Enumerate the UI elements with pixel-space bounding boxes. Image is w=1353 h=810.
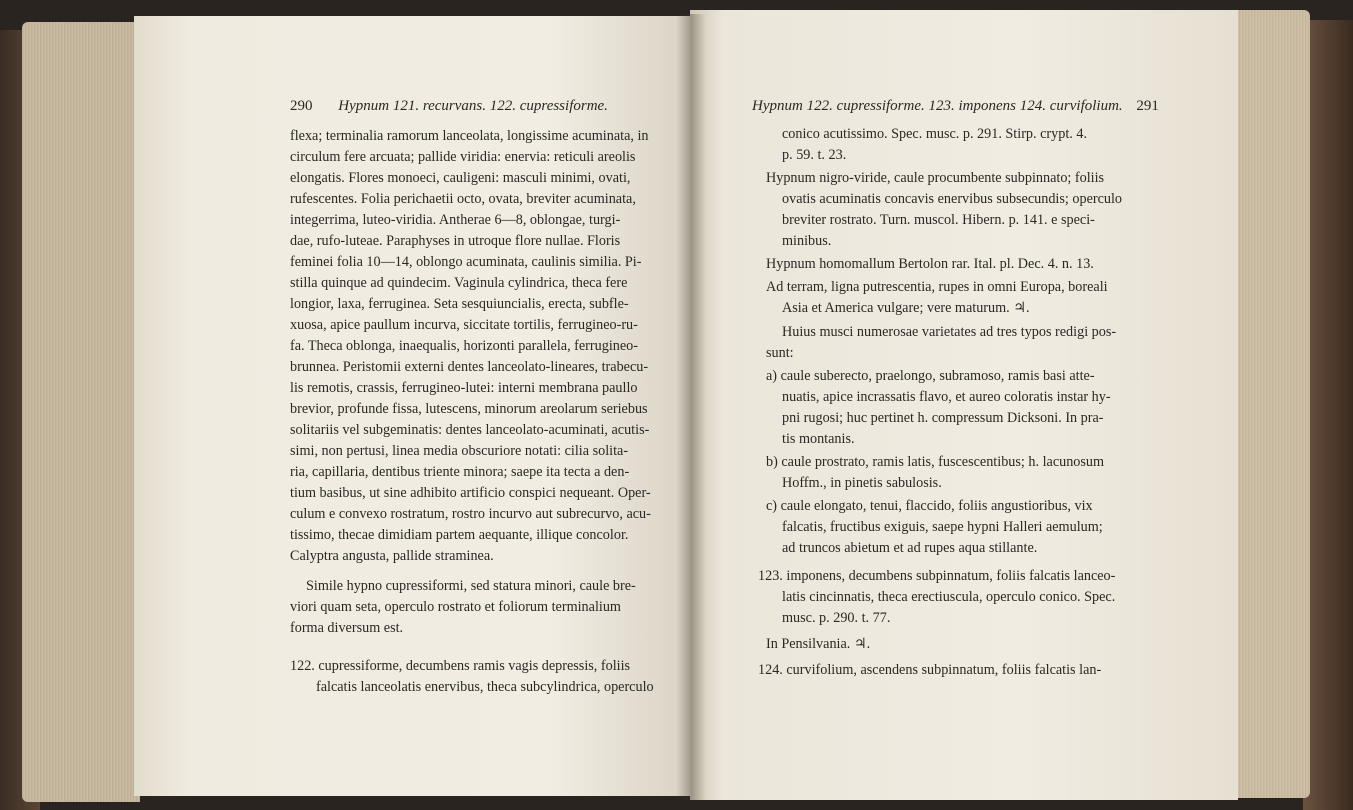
text-line: In Pensilvania. ♃.: [766, 636, 871, 652]
text-line: flexa; terminalia ramorum lanceolata, longissime acuminata, in: [290, 128, 649, 144]
book-gutter: [676, 14, 706, 800]
text-line: a) caule suberecto, praelongo, subramoso, ramis basi atte-: [766, 368, 1095, 384]
text-line: 123. imponens, decumbens subpinnatum, foliis falcatis lanceo-: [758, 568, 1116, 584]
text-line: brunnea. Peristomii externi dentes lanceolato-lineares, trabecu-: [290, 359, 649, 375]
text-line: ria, capillaria, dentibus triente minora; saepe ita tecta a den-: [290, 464, 630, 480]
text-line: Ad terram, ligna putrescentia, rupes in omni Europa, boreali: [766, 279, 1108, 295]
page-edges-right: [1230, 10, 1310, 798]
text-line: c) caule elongato, tenui, flaccido, foliis angustioribus, vix: [766, 498, 1093, 514]
text-line: fa. Theca oblonga, inaequalis, horizonti parallela, ferrugineo-: [290, 338, 638, 354]
text-line: musc. p. 290. t. 77.: [782, 610, 891, 626]
text-line: integerrima, luteo-viridia. Antherae 6—8, oblongae, turgi-: [290, 212, 621, 228]
text-line: latis cincinnatis, theca erectiuscula, operculo conico. Spec.: [782, 589, 1116, 605]
text-line: stilla quinque ad quindecim. Vaginula cylindrica, theca fere: [290, 275, 628, 291]
text-line: falcatis, fructibus exiguis, saepe hypni Halleri aemulum;: [782, 519, 1103, 535]
text-line: simi, non pertusi, linea media obscuriore notati: cilia solita-: [290, 443, 629, 459]
text-line: Huius musci numerosae varietates ad tres typos redigi pos-: [782, 324, 1117, 340]
text-line: lis remotis, crassis, ferrugineo-lutei: interni membrana paullo: [290, 380, 638, 396]
text-line: xuosa, apice paullum incurva, siccitate tortilis, ferrugineo-ru-: [290, 317, 638, 333]
text-line: pni rugosi; huc pertinet h. compressum Dicksoni. In pra-: [782, 410, 1104, 426]
text-line: viori quam seta, operculo rostrato et foliorum terminalium: [290, 599, 621, 615]
page-edges-left: [22, 22, 140, 802]
text-line: dae, rufo-luteae. Paraphyses in utroque flore nullae. Floris: [290, 233, 621, 249]
text-line: minibus.: [782, 233, 832, 249]
text-line: feminei folia 10—14, oblongo acuminata, caulinis similia. Pi-: [290, 254, 642, 270]
text-line: Hypnum homomallum Bertolon rar. Ital. pl. Dec. 4. n. 13.: [766, 256, 1094, 272]
text-line: b) caule prostrato, ramis latis, fuscescentibus; h. lacunosum: [766, 454, 1105, 470]
text-line: tissimo, thecae dimidiam partem aequante, illique concolor.: [290, 527, 629, 543]
text-line: sunt:: [766, 345, 794, 361]
text-line: falcatis lanceolatis enervibus, theca subcylindrica, operculo: [316, 679, 654, 695]
text-line: Calyptra angusta, pallide straminea.: [290, 548, 494, 564]
text-line: Hoffm., in pinetis sabulosis.: [782, 475, 942, 491]
text-line: elongatis. Flores monoeci, cauligeni: masculi minimi, ovati,: [290, 170, 631, 186]
text-line: longior, laxa, ferruginea. Seta sesquiuncialis, erecta, subfle-: [290, 296, 629, 312]
text-line: brevior, profunde fissa, lutescens, minorum areolarum seriebus: [290, 401, 648, 417]
text-line: tis montanis.: [782, 431, 855, 447]
text-line: Asia et America vulgare; vere maturum. ♃.: [782, 300, 1030, 316]
text-line: solitariis vel subgeminatis: dentes lanceolato-acuminati, acutis-: [290, 422, 650, 438]
text-line: ad truncos abietum et ad rupes aqua stillante.: [782, 540, 1038, 556]
right-page-number: 291: [1136, 98, 1159, 114]
text-line: 124. curvifolium, ascendens subpinnatum, foliis falcatis lan-: [758, 662, 1102, 678]
right-running-title: Hypnum 122. cupressiforme. 123. imponens 124. curvifolium.: [752, 98, 1123, 114]
text-line: nuatis, apice incrassatis flavo, et aureo coloratis instar hy-: [782, 389, 1111, 405]
text-line: 122. cupressiforme, decumbens ramis vagis depressis, foliis: [290, 658, 631, 674]
text-line: culum e convexo rostratum, rostro incurvo aut subrecurvo, acu-: [290, 506, 651, 522]
text-line: p. 59. t. 23.: [782, 147, 847, 163]
text-line: circulum fere arcuata; pallide viridia: enervia: reticuli areolis: [290, 149, 636, 165]
book-cover-right: [1303, 20, 1353, 810]
left-page-number: 290: [290, 98, 313, 114]
text-line: ovatis acuminatis concavis enervibus subsecundis; operculo: [782, 191, 1123, 207]
right-page-header: [752, 98, 1159, 115]
text-line: breviter rostrato. Turn. muscol. Hibern. p. 141. e speci-: [782, 212, 1095, 228]
text-line: forma diversum est.: [290, 620, 404, 636]
text-line: Hypnum nigro-viride, caule procumbente subpinnato; foliis: [766, 170, 1105, 186]
text-line: rufescentes. Folia perichaetii octo, ovata, breviter acuminata,: [290, 191, 636, 207]
left-running-title: Hypnum 121. recurvans. 122. cupressiforme.: [338, 98, 608, 114]
text-line: tium basibus, ut sine adhibito artificio conspici nequeant. Oper-: [290, 485, 651, 501]
left-page-header: [290, 98, 608, 115]
text-line: conico acutissimo. Spec. musc. p. 291. Stirp. crypt. 4.: [782, 126, 1087, 142]
text-line: Simile hypno cupressiformi, sed statura minori, caule bre-: [306, 578, 636, 594]
